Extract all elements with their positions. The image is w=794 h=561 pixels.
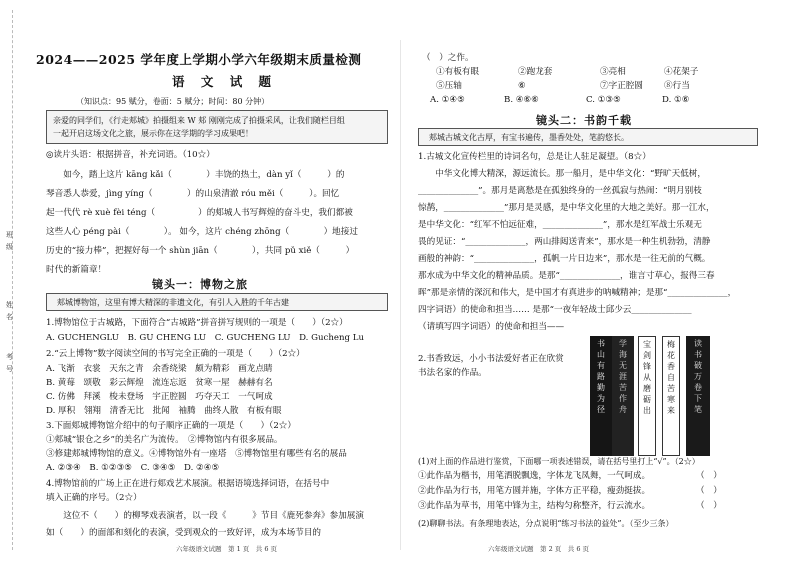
option-item: ⑥	[518, 81, 543, 91]
calligraphy-strip: 学 海 无 涯 苦 作 舟	[612, 336, 634, 456]
poem-line: 那水成为中华文化的精神品质。是那“______________，谁言寸草心，报得三春	[418, 271, 715, 281]
option-item: ⑦字正腔圆	[600, 81, 643, 91]
answer-option: D. ①⑥	[662, 95, 690, 105]
pinyin-line: 时代的新篇章！	[46, 265, 107, 275]
poem-line: ______________”。那月是离愁是在孤独终身的一丝孤寂与热闹：“明月别枝	[418, 186, 702, 196]
intro-line: 一起开启这场文化之旅，展示你在这学期的学习成果吧！	[53, 129, 253, 138]
pinyin-line: 历史的“接力棒”，把握好每一个 shùn jiān（ ），共同 pǔ xiě（ ）	[46, 246, 355, 256]
poem-line: 晖”那是亲情的深沉和伟大，是中国才有真进步的呐喊精神；是那“______________，	[418, 288, 737, 298]
exam-subtitle: 语 文 试 题	[172, 74, 278, 89]
option-item: ⑧行当	[664, 81, 690, 91]
binding-label: 姓	[6, 301, 13, 309]
question-2-option: B. 黄莓 颂敬 彩云辉煌 流连忘返 贫寒一屋 赫赫有名	[46, 378, 273, 388]
intro-box	[46, 110, 388, 144]
answer-bracket[interactable]: （ ）	[696, 501, 722, 511]
poem-line: 画般的神韵：“______________，孤帆一片日边来”，那水是一往无前的气概。	[418, 254, 711, 264]
page-footer: 六年级语文试题 第 2 页 共 6 页	[488, 545, 590, 553]
poem-line: 惊鹊，______________”那月是灵感，是中华文化里的大地之美好。那一江水，	[418, 203, 715, 213]
binding-label: 名	[6, 313, 13, 321]
section-box-text: 郏城博物馆，这里有博大精深的非遗文化，有引人入胜的千年古建	[57, 298, 289, 307]
judge-option: ③此作品为草书，用笔中锋为主，结构匀称整齐，行云流水。	[418, 501, 651, 511]
option-item: ②跑龙套	[518, 67, 553, 77]
continued-line: （ ）之作。	[422, 53, 474, 63]
option-item: ①有板有眼	[436, 67, 479, 77]
question-1-options: A. GUCHENGLU B. GU CHENG LU C. GUCHENG LU D. Gucheng Lu	[46, 333, 364, 343]
question-3-line: A. ②③④ B. ①②③⑤ C. ③④⑤ D. ②④⑤	[46, 463, 220, 473]
question-2-line: 书法名家的作品。	[418, 368, 487, 378]
pinyin-line: 琴音悉人恭爱，jìng yíng（ ）的山泉清澈 róu měi（ ）。回忆	[46, 189, 340, 199]
section-box-text: 郏城古城文化古厚，有宝书遍传，墨香处处，笔韵悠长。	[429, 133, 629, 142]
question-2-option: A. 飞渐 衣裳 天东之青 余香绕梁 颇为精彩 画龙点睛	[46, 364, 273, 374]
question-4-line: 这位不（ ）的柳琴戏表演者，以一段《 》节目《鹿死参奔》参加展演	[46, 511, 364, 521]
calligraphy-strip: 读 书 破 万 卷 下 笔	[686, 336, 710, 456]
page-2	[400, 0, 794, 561]
answer-bracket[interactable]: （ ）	[696, 471, 722, 481]
pinyin-line: 这些人心 péng pài（ ）。 如今，这片 chéng zhōng（ ）地接过	[46, 227, 358, 237]
option-item: ④花架子	[664, 67, 699, 77]
question-intro: ◎读片头语：根据拼音，补充词语。（10☆）	[46, 150, 215, 160]
judge-option: ①此作品为楷书，用笔洒脱飘逸，字体龙飞凤舞，一气呵成。	[418, 471, 651, 481]
poem-line: （请填写四字词语）的使命和担当——	[418, 322, 565, 332]
question-2-option: C. 仿佛 拜溪 梭未登场 宇正腔圆 巧夺天工 一气呵成	[46, 392, 273, 402]
question-2: 2.“云上博物”数字阅读空间的书写完全正确的一项是（ ）（2☆）	[46, 349, 305, 359]
pinyin-line: 如今，踏上这片 kāng kǎi（ ）丰饶的热土，dàn yǐ（ ）的	[46, 170, 345, 180]
question-4-line: 4.博物馆前的广场上正在进行郏戏艺术展演。根据语境选择词语，在括号中	[46, 479, 330, 489]
calligraphy-strip: 梅 花 香 自 苦 寒 来	[662, 336, 680, 456]
section-box	[46, 293, 388, 311]
poem-line: 四字词语）的使命和担当…… 是那“一夜年轻战士邱少云______________	[418, 305, 692, 315]
option-item: ⑤压轴	[436, 81, 462, 91]
section-box	[418, 128, 758, 146]
section-title: 镜头二：书韵千载	[536, 114, 632, 127]
binding-margin	[4, 0, 20, 561]
answer-option: C. ①③⑤	[586, 95, 621, 105]
sub-question-1: (1)对上面的作品进行鉴赏，下面哪一项表述错误，请在括号里打上“√”。（2☆）	[418, 457, 700, 466]
page-footer: 六年级语文试题 第 1 页 共 6 页	[176, 545, 278, 553]
exam-title: 2024——2025 学年度上学期小学六年级期末质量检测	[36, 52, 362, 67]
question-3-line: ③修建郏城博物馆的意义。④博物馆外有一座塔 ⑤博物馆里有哪些有名的展品	[46, 449, 347, 459]
question-3-line: ①郏城“银仓之乡”的美名广为流传。 ②博物馆内有很多展品。	[46, 435, 283, 445]
question-1: 1.古城文化宣传栏里的诗词名句，总是让人驻足凝望。（8☆）	[418, 152, 651, 162]
section-title: 镜头一：博物之旅	[152, 278, 248, 291]
judge-option: ②此作品为行书，用笔方圆并施，字体方正平稳，瘦劲挺拔。	[418, 486, 651, 496]
answer-option: B. ④⑥⑥	[504, 95, 539, 105]
binding-label: 号	[6, 365, 13, 373]
question-1: 1.博物馆位于古城路，下面符合“古城路”拼音拼写规则的一项是（ ）（2☆）	[46, 318, 348, 328]
exam-info: （知识点：95 赋分，卷面：5 赋分；时间：80 分钟）	[76, 97, 270, 106]
fold-line	[12, 10, 13, 550]
binding-label: 班	[6, 231, 13, 239]
question-2-option: D. 厚积 翎翔 清香无比 批闻 袖腾 曲终人散 有板有眼	[46, 406, 282, 416]
option-item: ③亮相	[600, 67, 626, 77]
calligraphy-strip: 宝 剑 锋 从 磨 砺 出	[638, 336, 656, 456]
question-4-line: 填入正确的序号。（2☆）	[46, 493, 142, 503]
binding-label: 考	[6, 353, 13, 361]
binding-label: 级	[6, 243, 13, 251]
answer-bracket[interactable]: （ ）	[696, 486, 722, 496]
poem-line: 是中华文化：“红军不怕远征难，______________”，那水是红军战士乐观无	[418, 220, 702, 230]
question-4-line: 如（ ）的面部和刻化的表演，受到观众的一致好评，成为本场节目的	[46, 528, 322, 538]
answer-option: A. ①④⑤	[430, 95, 465, 105]
poem-line: 畏的见证：“______________，两山排闼送青来”，那水是一种生机勃勃，清静	[418, 237, 711, 247]
question-3: 3.下面郏城博物馆介绍中的句子顺序正确的一项是（ ）（2☆）	[46, 421, 296, 431]
pinyin-line: 起一代代 rè xuè fèi téng（ ）的郏城人书写辉煌的奋斗史，我们都被	[46, 208, 353, 218]
sub-question-2: (2)聊聊书法。有条理地表达，分点说明“练习书法的益处”。（至少三条）	[418, 519, 674, 528]
calligraphy-strip: 书 山 有 路 勤 为 径	[590, 336, 612, 456]
intro-line: 亲爱的同学们，《行走郏城》拍摄组来 W 郏 刚刚完成了拍摄采风，让我们随栏目组	[53, 116, 345, 125]
question-2-line: 2.书香致远，小小书法爱好者正在欣赏	[418, 354, 564, 364]
poem-line: 中华文化博大精深，源远流长。那一船月，是中华文化：“野旷天低树，	[418, 169, 706, 179]
